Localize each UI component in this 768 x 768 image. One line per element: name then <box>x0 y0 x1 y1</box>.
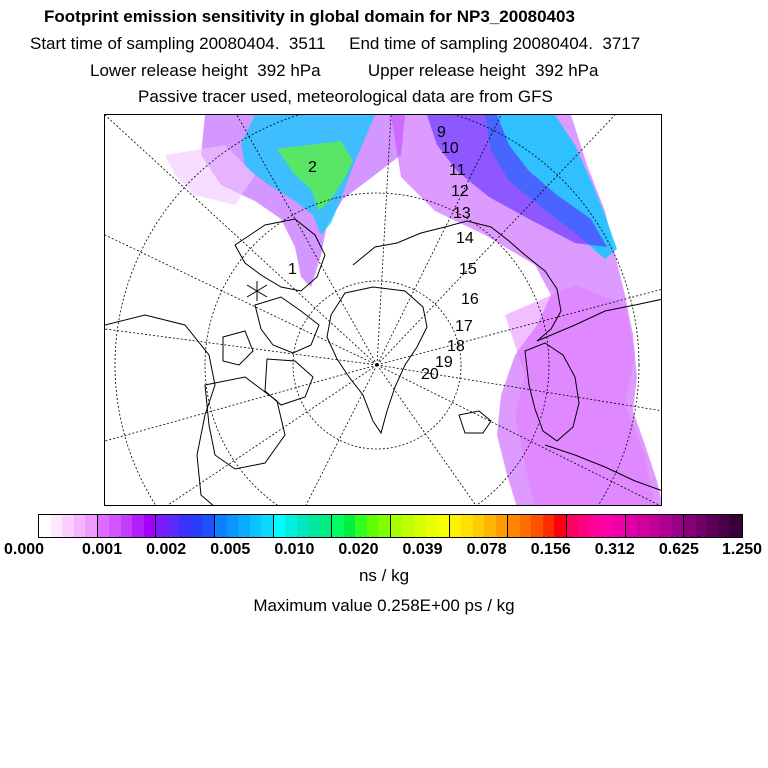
trajectory-label-9: 9 <box>437 124 446 141</box>
footprint-map <box>104 114 662 506</box>
colorbar-swatch <box>285 515 297 537</box>
colorbar-swatch <box>520 515 532 537</box>
meridian-line <box>105 235 377 365</box>
colorbar-swatch <box>426 515 438 537</box>
colorbar-swatch <box>719 515 731 537</box>
colorbar-swatch <box>473 515 485 537</box>
colorbar-swatch <box>144 515 157 537</box>
colorbar-swatch <box>696 515 708 537</box>
map-canvas <box>105 115 662 506</box>
colorbar-swatch <box>590 515 602 537</box>
colorbar-tick-label: 0.078 <box>466 541 507 558</box>
release-point-marker <box>247 281 267 301</box>
colorbar-tick-label: 0.005 <box>210 541 251 558</box>
colorbar-swatch <box>660 515 672 537</box>
meridian-line <box>105 329 377 365</box>
colorbar-swatch <box>707 515 719 537</box>
trajectory-label-19: 19 <box>435 354 453 371</box>
meridian-line <box>165 365 377 506</box>
colorbar-swatch <box>168 515 180 537</box>
colorbar-swatch <box>250 515 262 537</box>
colorbar-swatch <box>132 515 144 537</box>
tracer-info-line: Passive tracer used, meteorological data are from GFS <box>138 87 553 106</box>
sampling-time-line: Start time of sampling 20080404. 3511 End time of sampling 20080404. 3717 <box>30 34 641 53</box>
trajectory-label-20: 20 <box>421 366 439 383</box>
meridian-line <box>377 365 477 506</box>
colorbar-tick-label: 0.312 <box>594 541 635 558</box>
colorbar-swatch <box>227 515 239 537</box>
colorbar-swatch <box>202 515 215 537</box>
colorbar-swatch <box>450 515 462 537</box>
colorbar-tick-label: 0.625 <box>658 541 699 558</box>
colorbar-swatch <box>179 515 191 537</box>
colorbar-swatch <box>578 515 590 537</box>
trajectory-label-2: 2 <box>308 159 317 176</box>
colorbar <box>38 514 743 538</box>
colorbar-swatch <box>684 515 696 537</box>
coastline-hudson-bay <box>205 377 285 469</box>
colorbar-swatch <box>391 515 403 537</box>
colorbar-swatch <box>637 515 649 537</box>
colorbar-swatch <box>109 515 121 537</box>
meridian-line <box>105 365 377 441</box>
colorbar-swatch <box>649 515 661 537</box>
colorbar-swatch <box>51 515 63 537</box>
colorbar-tick-label: 0.010 <box>274 541 315 558</box>
colorbar-tick-label: 1.250 <box>721 541 763 558</box>
coastline-iceland <box>459 411 491 433</box>
colorbar-swatch <box>402 515 414 537</box>
colorbar-tick-label: 0.039 <box>402 541 443 558</box>
colorbar-swatch <box>367 515 379 537</box>
colorbar-swatch <box>215 515 227 537</box>
colorbar-swatch <box>62 515 74 537</box>
coastline-canadian-archipelago <box>223 297 319 405</box>
colorbar-swatch <box>39 515 51 537</box>
colorbar-swatch <box>543 515 555 537</box>
trajectory-label-15: 15 <box>459 261 477 278</box>
colorbar-swatch <box>332 515 344 537</box>
colorbar-tick-label: 0.002 <box>146 541 187 558</box>
colorbar-tick-label: 0.156 <box>530 541 571 558</box>
colorbar-swatch <box>98 515 110 537</box>
colorbar-units: ns / kg <box>358 566 410 585</box>
trajectory-label-10: 10 <box>441 140 459 157</box>
colorbar-swatch <box>297 515 309 537</box>
colorbar-swatch <box>730 515 742 537</box>
colorbar-swatch <box>554 515 567 537</box>
colorbar-swatch <box>378 515 391 537</box>
coastline-north-america <box>105 315 215 506</box>
colorbar-swatch <box>74 515 86 537</box>
colorbar-swatch <box>461 515 473 537</box>
colorbar-swatch <box>85 515 98 537</box>
colorbar-swatch <box>508 515 520 537</box>
colorbar-swatch <box>121 515 133 537</box>
colorbar-swatch <box>261 515 274 537</box>
colorbar-tick-label: 0.020 <box>338 541 379 558</box>
colorbar-swatch <box>672 515 685 537</box>
maximum-value-text: Maximum value 0.258E+00 ps / kg <box>253 596 515 615</box>
release-height-line: Lower release height 392 hPa Upper release height 392 hPa <box>90 61 599 80</box>
colorbar-swatch <box>191 515 203 537</box>
colorbar-swatch <box>484 515 496 537</box>
colorbar-swatch <box>414 515 426 537</box>
colorbar-swatch <box>531 515 543 537</box>
colorbar-swatch <box>613 515 626 537</box>
trajectory-label-14: 14 <box>456 230 474 247</box>
trajectory-label-16: 16 <box>461 291 479 308</box>
colorbar-swatch <box>156 515 168 537</box>
map-title: Footprint emission sensitivity in global domain for NP3_20080403 <box>44 7 575 26</box>
colorbar-swatch <box>437 515 450 537</box>
sensitivity-plume <box>165 115 662 506</box>
colorbar-tick-label: 0.000 <box>3 541 45 558</box>
colorbar-swatch <box>355 515 367 537</box>
trajectory-label-1: 1 <box>288 261 297 278</box>
trajectory-label-17: 17 <box>455 318 473 335</box>
trajectory-label-12: 12 <box>451 183 469 200</box>
meridian-line <box>305 365 377 506</box>
trajectory-label-18: 18 <box>447 338 465 355</box>
colorbar-swatch <box>320 515 333 537</box>
colorbar-swatch <box>344 515 356 537</box>
colorbar-tick-label: 0.001 <box>82 541 123 558</box>
colorbar-swatch <box>238 515 250 537</box>
trajectory-label-11: 11 <box>449 162 466 179</box>
colorbar-swatch <box>274 515 286 537</box>
trajectory-label-13: 13 <box>453 205 471 222</box>
colorbar-swatch <box>602 515 614 537</box>
colorbar-swatch <box>496 515 509 537</box>
colorbar-swatch <box>626 515 638 537</box>
colorbar-swatch <box>567 515 579 537</box>
colorbar-swatch <box>308 515 320 537</box>
